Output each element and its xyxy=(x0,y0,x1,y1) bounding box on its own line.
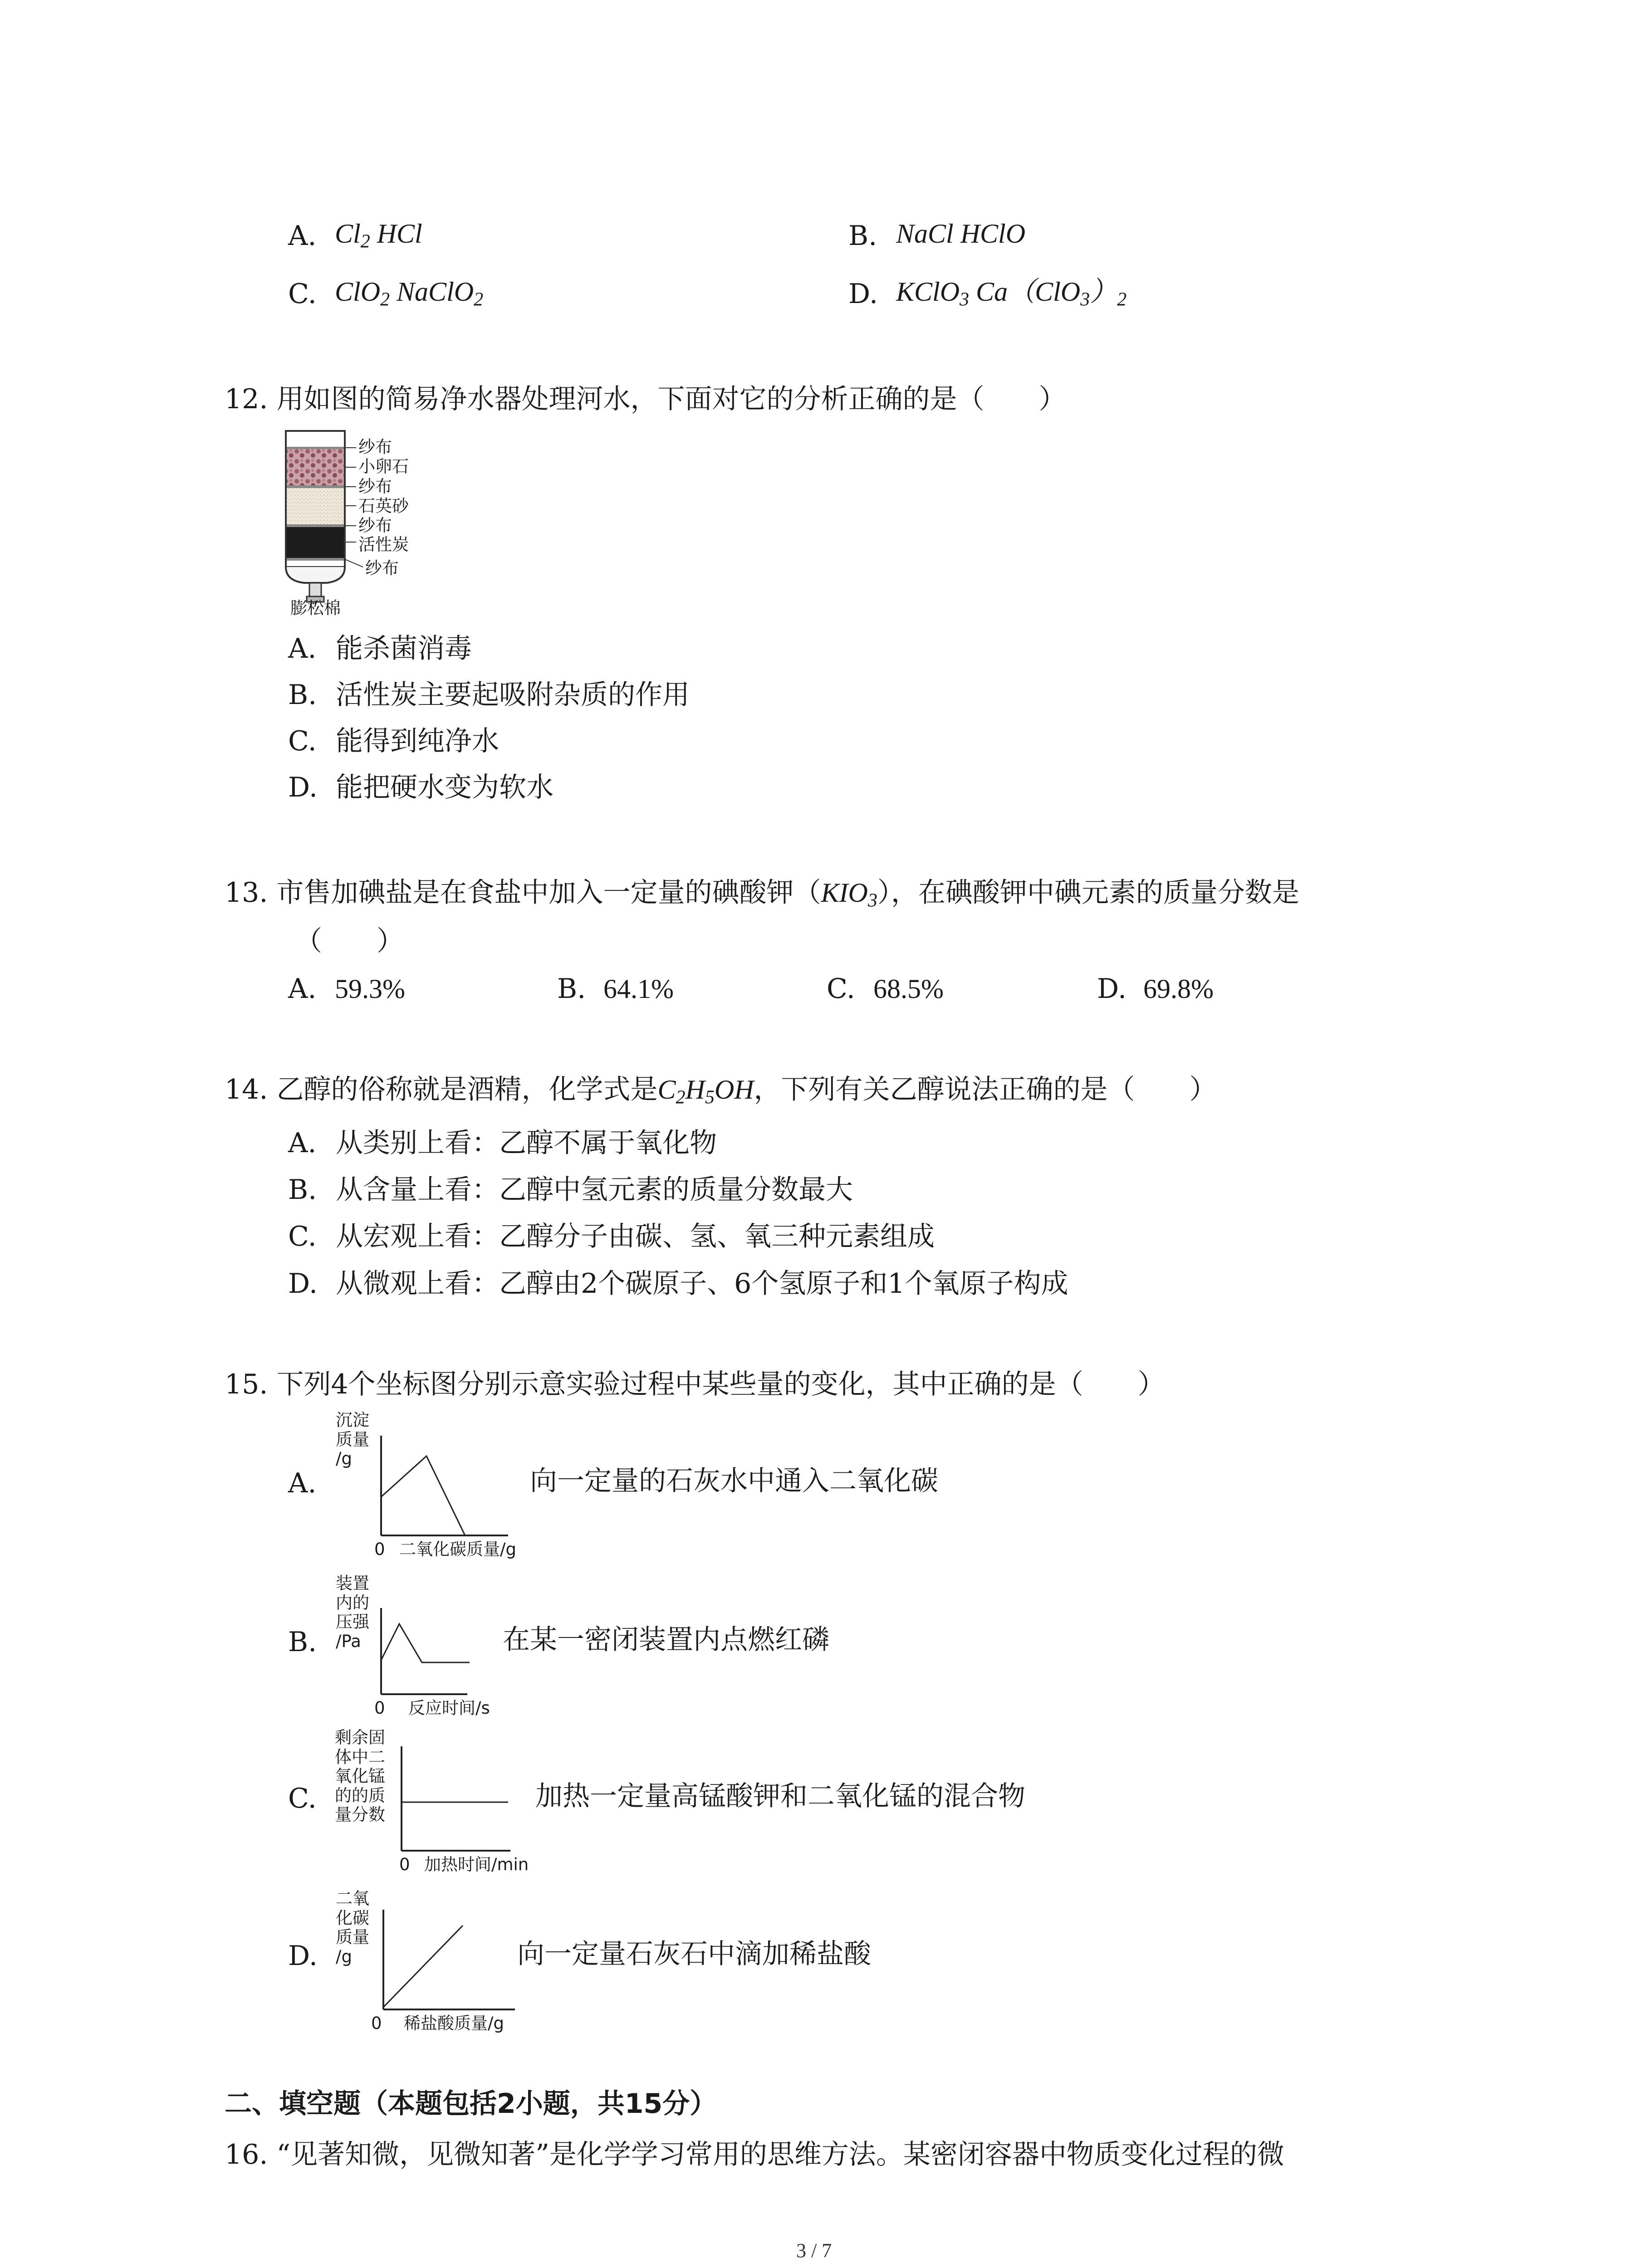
q15-a-graph xyxy=(379,1433,510,1538)
q15-b-ylabel: 装置 内的 压强 /Pa xyxy=(336,1574,369,1651)
q15-a-desc: 向一定量的石灰水中通入二氧化碳 xyxy=(530,1465,938,1497)
q12-option-d-text: 能把硬水变为软水 xyxy=(336,772,554,803)
filter-label-gauze-4: 纱布 xyxy=(365,558,399,578)
q12-option-c-text: 能得到纯净水 xyxy=(336,725,499,757)
q11-option-a-label: A. xyxy=(288,220,317,252)
q13-option-b-text: 64.1% xyxy=(603,974,674,1004)
q15-d-desc: 向一定量石灰石中滴加稀盐酸 xyxy=(517,1938,871,1970)
filter-label-gauze-3: 纱布 xyxy=(358,516,392,535)
q15-d-origin: 0 xyxy=(371,2014,382,2033)
q15-option-b-label: B. xyxy=(288,1626,317,1658)
q15-b-curve xyxy=(381,1624,470,1662)
q15-d-graph xyxy=(381,1907,517,2012)
q15-b-origin: 0 xyxy=(374,1698,385,1718)
q14-option-d-text: 从微观上看：乙醇由2个碳原子、6个氢原子和1个氧原子构成 xyxy=(336,1268,1068,1300)
q13-stem-bracket: （ ） xyxy=(295,925,404,957)
q12-option-a-text: 能杀菌消毒 xyxy=(336,633,472,665)
q14-option-a-label: A. xyxy=(288,1127,317,1159)
q14-option-b-label: B. xyxy=(288,1174,317,1206)
q15-stem: 15. 下列4个坐标图分别示意实验过程中某些量的变化，其中正确的是（ ） xyxy=(225,1369,1165,1400)
filter-label-quartz-sand: 石英砂 xyxy=(358,496,409,516)
q11-option-c-label: C. xyxy=(288,278,317,310)
q12-option-d-label: D. xyxy=(288,772,318,803)
q13-option-c-label: C. xyxy=(827,973,855,1005)
q12-option-c-label: C. xyxy=(288,725,317,757)
q12-option-b-label: B. xyxy=(288,679,317,711)
q13-option-c-text: 68.5% xyxy=(873,974,944,1004)
filter-label-pebbles: 小卵石 xyxy=(358,457,409,476)
q14-option-d-label: D. xyxy=(288,1268,318,1300)
q11-option-d-label: D. xyxy=(848,278,878,310)
q15-b-xlabel: 反应时间/s xyxy=(408,1698,490,1718)
q15-option-d-label: D. xyxy=(288,1940,318,1972)
q11-option-a-text: $Cl_2$ HCl xyxy=(335,219,422,252)
filter-label-gauze-2: 纱布 xyxy=(358,477,392,496)
q11-option-d-text: KClO$_3$ $Ca(ClO_3)_2$ xyxy=(896,277,1127,310)
q14-stem: 14. 乙醇的俗称就是酒精，化学式是$C_2H_5OH$，下列有关乙醇说法正确的是（ ） xyxy=(225,1074,1217,1108)
q15-d-xlabel: 稀盐酸质量/g xyxy=(404,2014,504,2033)
q14-option-c-text: 从宏观上看：乙醇分子由碳、氢、氧三种元素组成 xyxy=(336,1221,935,1252)
q11-option-c-text: ClO$_2$ NaClO$_2$ xyxy=(335,277,484,310)
q14-option-c-label: C. xyxy=(288,1221,317,1252)
q13-stem: 13. 市售加碘盐是在食盐中加入一定量的碘酸钾$(KIO_3)$，在碘酸钾中碘元素的质量分数是 xyxy=(225,877,1299,911)
filter-label-activated-carbon: 活性炭 xyxy=(358,535,409,554)
filter-label-cotton: 膨松棉 xyxy=(290,598,341,618)
q15-c-desc: 加热一定量高锰酸钾和二氧化锰的混合物 xyxy=(535,1780,1025,1812)
q15-c-graph xyxy=(399,1744,513,1853)
q15-c-origin: 0 xyxy=(399,1855,410,1874)
q15-option-a-label: A. xyxy=(288,1467,317,1499)
q12-stem: 12. 用如图的简易净水器处理河水，下面对它的分析正确的是（ ） xyxy=(225,383,1066,415)
q15-d-curve xyxy=(383,1926,463,2007)
q15-d-ylabel: 二氧 化碳 质量 /g xyxy=(336,1889,369,1966)
q11-option-b-text: NaCl HClO xyxy=(896,219,1026,249)
q14-option-a-text: 从类别上看：乙醇不属于氧化物 xyxy=(336,1127,717,1159)
q12-option-b-text: 活性炭主要起吸附杂质的作用 xyxy=(336,679,690,711)
q13-option-a-text: 59.3% xyxy=(335,974,405,1004)
q13-option-b-label: B. xyxy=(557,973,586,1005)
filter-label-gauze-1: 纱布 xyxy=(358,437,392,457)
q13-option-d-text: 69.8% xyxy=(1143,974,1214,1004)
q15-c-xlabel: 加热时间/min xyxy=(424,1855,529,1874)
q15-a-xlabel: 二氧化碳质量/g xyxy=(399,1540,516,1559)
q16-stem: 16. “见著知微，见微知著”是化学学习常用的思维方法。某密闭容器中物质变化过程的微 xyxy=(225,2139,1284,2170)
q15-b-graph xyxy=(379,1606,470,1696)
q13-option-d-label: D. xyxy=(1097,973,1127,1005)
q15-a-origin: 0 xyxy=(374,1540,385,1559)
q15-a-ylabel: 沉淀 质量 /g xyxy=(336,1410,369,1469)
q15-b-desc: 在某一密闭装置内点燃红磷 xyxy=(503,1624,829,1656)
q15-c-ylabel: 剩余固 体中二 氧化锰 的的质 量分数 xyxy=(335,1728,385,1825)
q11-option-b-label: B. xyxy=(848,220,877,252)
section-2-title: 二、填空题（本题包括2小题，共15分） xyxy=(225,2088,717,2120)
page-number: 3 / 7 xyxy=(796,2239,832,2262)
q15-option-c-label: C. xyxy=(288,1783,317,1814)
q13-option-a-label: A. xyxy=(288,973,317,1005)
q15-a-curve xyxy=(381,1456,465,1535)
q12-option-a-label: A. xyxy=(288,633,317,665)
q14-option-b-text: 从含量上看：乙醇中氢元素的质量分数最大 xyxy=(336,1174,853,1206)
